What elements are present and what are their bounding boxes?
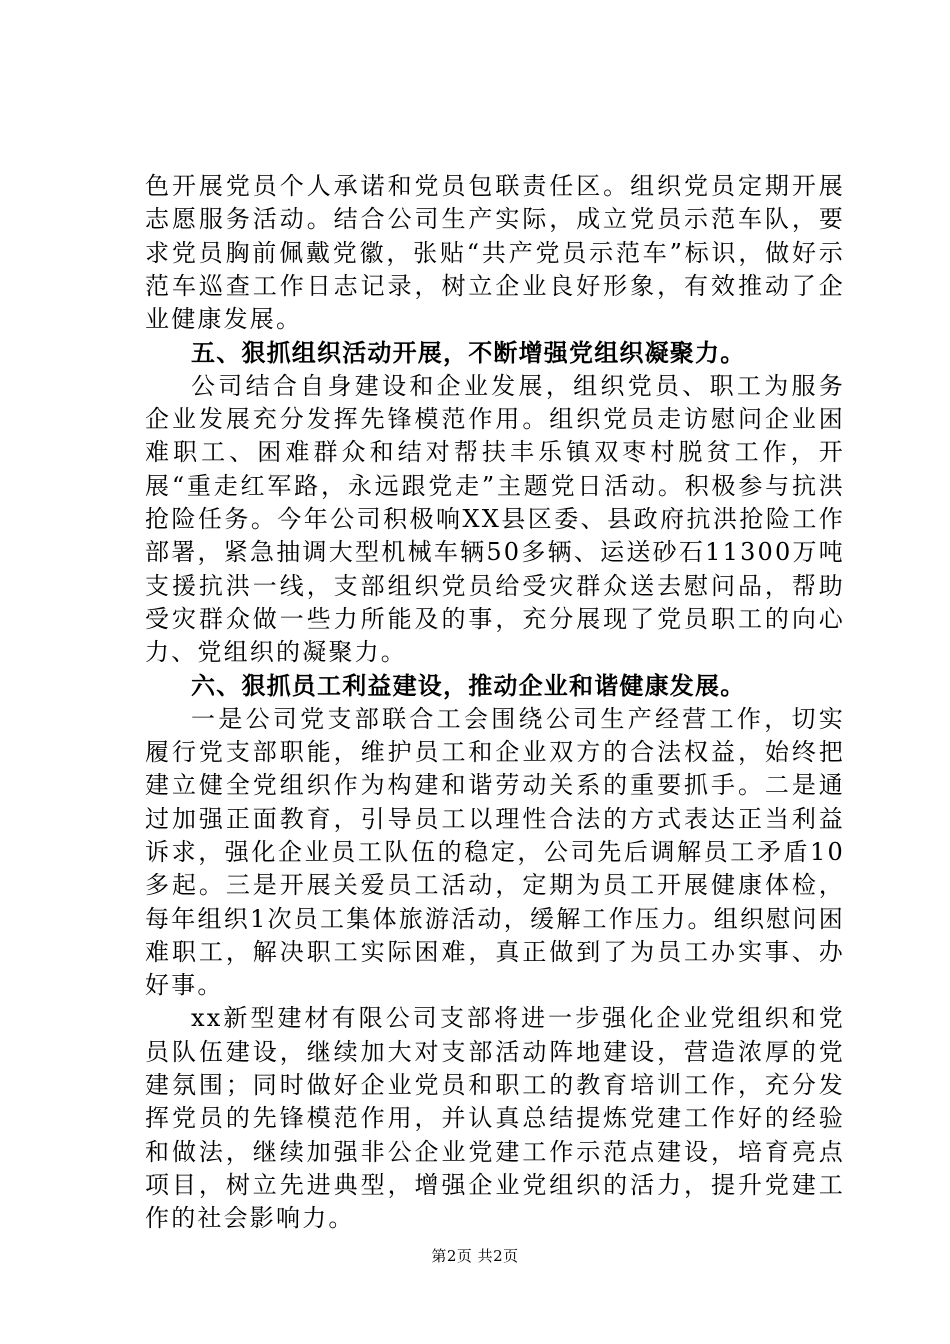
body-paragraph-conclusion: xx新型建材有限公司支部将进一步强化企业党组织和党员队伍建设，继续加大对支部活动阵地建设，营造浓厚的党建氛围；同时做好企业党员和职工的教育培训工作，充分发挥党员的先锋模范作用，并认真总结提炼党建工作好的经验和做法，继续加强非公企业党建工作示范点建设，培育亮点项目，树立先进典型，增强企业党组织的活力，提升党建工作的社会影响力。 bbox=[145, 1004, 845, 1233]
body-paragraph-continued: 色开展党员个人承诺和党员包联责任区。组织党员定期开展志愿服务活动。结合公司生产实际，成立党员示范车队，要求党员胸前佩戴党徽，张贴“共产党员示范车”标识，做好示范车巡查工作日志记录，树立企业良好形象，有效推动了企业健康发展。 bbox=[145, 172, 845, 334]
section-heading-five: 五、狠抓组织活动开展，不断增强党组织凝聚力。 bbox=[191, 338, 746, 368]
document-body bbox=[145, 170, 845, 1236]
body-paragraph-organization-activities: 公司结合自身建设和企业发展，组织党员、职工为服务企业发展充分发挥先锋模范作用。组织党员走访慰问企业困难职工、困难群众和结对帮扶丰乐镇双枣村脱贫工作，开展“重走红军路，永远跟党走”主题党日活动。积极参与抗洪抢险任务。今年公司积极响XX县区委、县政府抗洪抢险工作部署，紧急抽调大型机械车辆50多辆、运送砂石11300万吨支援抗洪一线，支部组织党员给受灾群众送去慰问品，帮助受灾群众做一些力所能及的事，充分展现了党员职工的向心力、党组织的凝聚力。 bbox=[145, 371, 845, 667]
section-heading-six: 六、狠抓员工利益建设，推动企业和谐健康发展。 bbox=[191, 671, 746, 701]
page-number-footer: 第2页 共2页 bbox=[431, 1247, 519, 1265]
body-paragraph-employee-interests: 一是公司党支部联合工会围绕公司生产经营工作，切实履行党支部职能，维护员工和企业双方的合法权益，始终把建立健全党组织作为构建和谐劳动关系的重要抓手。二是通过加强正面教育，引导员工以理性合法的方式表达正当利益诉求，强化企业员工队伍的稳定，公司先后调解员工矛盾10多起。三是开展关爱员工活动，定期为员工开展健康体检，每年组织1次员工集体旅游活动，缓解工作压力。组织慰问困难职工，解决职工实际困难，真正做到了为员工办实事、办好事。 bbox=[145, 704, 845, 1000]
